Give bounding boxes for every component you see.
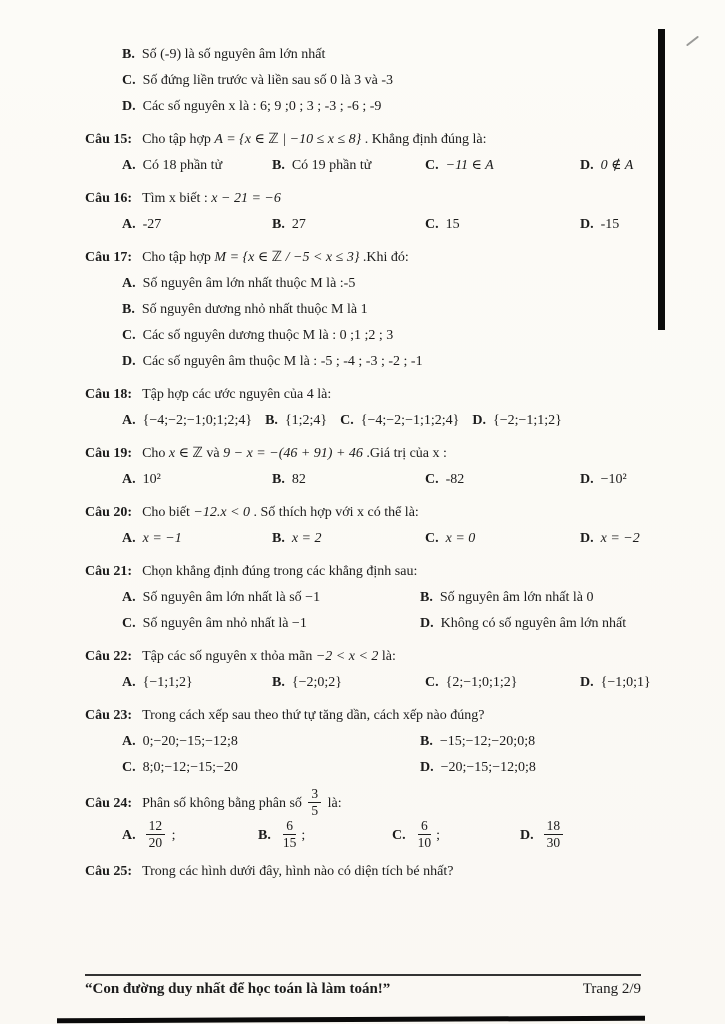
option-B [122,297,679,323]
question-stem [85,382,679,408]
option-letter: B. [122,302,135,317]
option-letter: B. [258,828,271,844]
question-block [85,859,679,885]
text-segment: Phân số không bằng phân số [142,796,306,812]
text-segment: Trong cách xếp sau theo thứ tự tăng dần, cách xếp nào đúng? [142,708,485,723]
question-block [85,441,679,493]
fraction: $\frac{12}{20}$ [146,818,166,850]
text-segment: 8;0;−12;−15;−20 [142,760,238,775]
text-segment: Số nguyên âm lớn nhất thuộc M là :-5 [142,276,356,291]
question-label: Câu 22: [85,649,133,664]
text-segment: −15;−12;−20;0;8 [439,734,536,749]
option-letter: D. [580,158,594,173]
text-segment: .Khi đó: [359,250,409,265]
text-segment: {−1;0;1} [600,675,651,690]
text-segment: ; [168,828,176,844]
text-segment: {2;−1;0;1;2} [445,675,518,690]
math-expression: x − 21 = −6 [211,191,281,206]
fraction: $\frac{3}{5}$ [308,786,321,818]
option-letter: A. [122,276,136,291]
question-block [85,559,679,637]
option-C [122,611,420,637]
option-A [122,585,420,611]
option-A [122,670,272,696]
text-segment: -15 [600,217,620,232]
text-segment: Số nguyên âm lớn nhất là số −1 [142,590,321,605]
option-A [122,526,272,552]
question-stem [85,186,679,212]
text-segment: Tập hợp các ước nguyên của 4 là: [142,387,332,402]
question-label: Câu 21: [85,564,133,579]
option-D [122,349,679,375]
option-letter: A. [122,531,136,546]
text-segment: và [202,446,224,461]
option-B [420,585,679,611]
text-segment: -82 [445,472,465,487]
text-segment: Cho biết [142,505,194,520]
option-letter: A. [122,413,136,428]
math-expression: 9 − x = −(46 + 91) + 46 [223,446,363,461]
answer-options [122,212,679,238]
math-expression: x = 2 [291,531,322,546]
question-stem [85,127,679,153]
question-stem [85,441,679,467]
option-letter: B. [272,531,285,546]
text-segment: . Khẳng định đúng là: [361,132,487,147]
text-segment: Các số nguyên x là : 6; 9 ;0 ; 3 ; -3 ; -6 ; -9 [142,99,382,114]
option-C [425,212,580,238]
question-label: Câu 18: [85,387,133,402]
option-A [122,271,679,297]
option-D [420,611,679,637]
option-letter: D. [472,413,486,428]
option-C [122,755,420,781]
fraction: $\frac{18}{30}$ [544,818,564,850]
option-letter: A. [122,217,136,232]
math-expression: −11 ∈ A [445,158,494,173]
math-expression: −12.x < 0 [193,505,251,520]
question-label: Câu 16: [85,191,133,206]
text-segment: {1;2;4} [284,413,328,428]
option-D [580,670,679,696]
option-D [580,526,679,552]
option-C [122,323,679,349]
math-expression: A = {x ∈ ℤ | −10 ≤ x ≤ 8} [214,132,362,147]
option-C [425,153,580,179]
text-segment: 0;−20;−15;−12;8 [142,734,238,749]
option-letter: C. [122,328,136,343]
question-block [85,245,679,375]
option-letter: D. [580,531,594,546]
option-B [122,42,679,68]
text-segment: {−1;1;2} [142,675,193,690]
option-letter: B. [272,158,285,173]
question-stem [85,703,679,729]
question-block [85,382,679,434]
question-label: Câu 15: [85,132,133,147]
option-letter: C. [122,760,136,775]
option-letter: D. [520,828,534,844]
text-segment: Số nguyên âm lớn nhất là 0 [439,590,594,605]
text-segment: 82 [291,472,306,487]
option-D [580,467,679,493]
answer-options [122,467,679,493]
math-expression: −2 < x < 2 [315,649,379,664]
answer-options [122,42,679,120]
text-segment: 10² [142,472,161,487]
text-segment: Số nguyên âm nhỏ nhất là −1 [142,616,307,631]
question-block [85,788,679,852]
question-block [85,500,679,552]
option-letter: D. [122,99,136,114]
option-A [122,153,272,179]
math-expression: x = −2 [600,531,640,546]
option-A [122,212,272,238]
option-letter: C. [340,413,354,428]
page-number: Trang 2/9 [582,981,641,997]
question-block [85,186,679,238]
question-label: Câu 19: [85,446,133,461]
option-letter: C. [425,675,439,690]
option-letter: D. [580,472,594,487]
option-B [272,153,425,179]
text-segment: Cho tập hợp [142,132,215,147]
option-letter: D. [580,675,594,690]
option-D [472,408,562,434]
option-D [520,820,679,852]
text-segment: Tìm x biết : [142,191,212,206]
text-segment: Tập các số nguyên x thỏa mãn [142,649,316,664]
footer-quote: “Con đường duy nhất để học toán là làm toán!” [85,981,391,997]
option-letter: B. [272,675,285,690]
text-segment: Cho [142,446,169,461]
text-segment: ; [301,828,306,844]
text-segment: Chọn khẳng định đúng trong các khẳng định sau: [142,564,418,579]
scan-artifact-right-bar [658,29,665,330]
option-letter: A. [122,734,136,749]
option-letter: A. [122,158,136,173]
option-letter: B. [420,590,433,605]
option-letter: C. [425,472,439,487]
option-letter: D. [420,760,434,775]
option-letter: C. [425,217,439,232]
text-segment: Có 18 phần tử [142,158,223,173]
fraction: $\frac{6}{15}$ [282,818,297,850]
option-letter: A. [122,828,136,844]
question-stem [85,788,679,820]
option-B [272,526,425,552]
text-segment: . Số thích hợp với x có thể là: [250,505,419,520]
question-label: Câu 24: [85,796,133,812]
question-stem [85,859,679,885]
option-B [420,729,679,755]
questions-container [85,42,679,885]
math-expression: x ∈ ℤ [168,446,203,461]
question-block [85,703,679,781]
option-A [122,729,420,755]
text-segment: 15 [445,217,460,232]
option-letter: B. [272,472,285,487]
option-B [272,212,425,238]
option-B [265,408,327,434]
math-expression: 0 ∉ A [600,158,634,173]
text-segment: {−2;0;2} [291,675,342,690]
option-B [272,670,425,696]
option-A [122,820,258,852]
text-segment: Số (-9) là số nguyên âm lớn nhất [141,47,326,62]
option-letter: D. [420,616,434,631]
option-letter: C. [425,158,439,173]
pen-mark [686,36,699,47]
question-label: Câu 25: [85,864,133,880]
math-expression: x = 0 [445,531,476,546]
option-A [122,467,272,493]
question-label: Câu 20: [85,505,133,520]
option-letter: A. [122,472,136,487]
option-letter: D. [122,354,136,369]
option-letter: B. [272,217,285,232]
option-C [425,670,580,696]
question-stem [85,644,679,670]
option-C [340,408,459,434]
text-segment: Cho tập hợp [142,250,215,265]
text-segment: .Giá trị của x : [362,446,447,461]
text-segment: {−4;−2;−1;0;1;2;4} [142,413,253,428]
text-segment: là: [378,649,396,664]
option-C [392,820,520,852]
text-segment: {−2;−1;1;2} [492,413,562,428]
answer-options [122,729,679,781]
question-label: Câu 17: [85,250,133,265]
text-segment: Các số nguyên dương thuộc M là : 0 ;1 ;2 ; 3 [142,328,394,343]
answer-options [122,408,679,434]
option-D [420,755,679,781]
option-letter: A. [122,675,136,690]
question-label: Câu 23: [85,708,133,723]
answer-options [122,153,679,179]
text-segment: Các số nguyên âm thuộc M là : -5 ; -4 ; -3 ; -2 ; -1 [142,354,423,369]
text-segment: Số nguyên dương nhỏ nhất thuộc M là 1 [141,302,368,317]
option-C [425,467,580,493]
option-letter: C. [122,73,136,88]
text-segment: là: [324,796,342,812]
answer-options [122,820,679,852]
text-segment: -27 [142,217,162,232]
answer-options [122,271,679,375]
math-expression: M = {x ∈ ℤ / −5 < x ≤ 3} [214,250,360,265]
option-letter: B. [265,413,278,428]
option-letter: A. [122,590,136,605]
option-C [425,526,580,552]
text-segment: Số đứng liền trước và liền sau số 0 là 3 và -3 [142,73,394,88]
page-footer [85,974,641,998]
text-segment: {−4;−2;−1;1;2;4} [360,413,460,428]
question-block [85,644,679,696]
option-letter: C. [392,828,406,844]
text-segment: 27 [291,217,306,232]
text-segment: Không có số nguyên âm lớn nhất [440,616,627,631]
option-B [258,820,392,852]
question-stem [85,559,679,585]
option-letter: B. [122,47,135,62]
option-A [122,408,252,434]
text-segment: −20;−15;−12;0;8 [440,760,536,775]
text-segment: Trong các hình dưới đây, hình nào có diện tích bé nhất? [142,864,454,880]
text-segment: ; [436,828,441,844]
question-stem [85,500,679,526]
scan-artifact-bottom-bar [57,1016,645,1024]
option-C [122,68,679,94]
option-D [122,94,679,120]
question-block [85,42,679,120]
question-block [85,127,679,179]
option-letter: D. [580,217,594,232]
fraction: $\frac{6}{10}$ [417,818,432,850]
option-B [272,467,425,493]
answer-options [122,526,679,552]
math-expression: x = −1 [142,531,182,546]
text-segment: Có 19 phần tử [291,158,372,173]
answer-options [122,585,679,637]
text-segment: −10² [600,472,627,487]
question-stem [85,245,679,271]
option-letter: C. [425,531,439,546]
option-letter: C. [122,616,136,631]
answer-options [122,670,679,696]
option-letter: B. [420,734,433,749]
